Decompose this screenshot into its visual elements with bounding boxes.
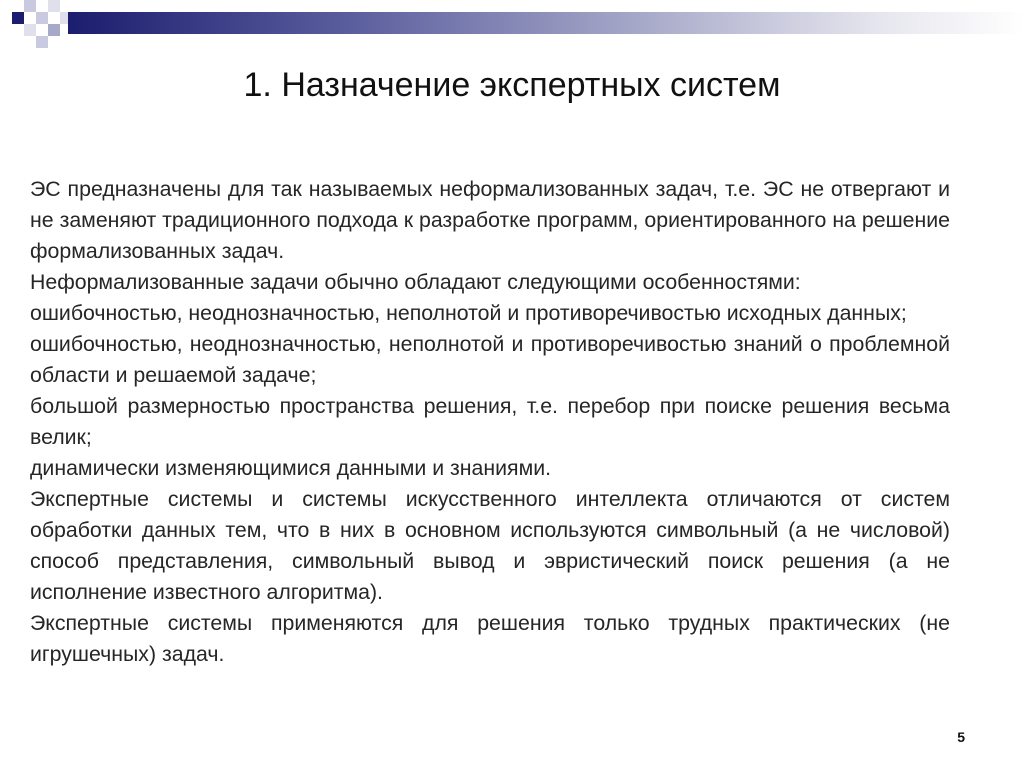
corner-square-icon bbox=[48, 0, 60, 12]
corner-square-icon bbox=[60, 12, 68, 24]
body-paragraph: ошибочностью, неоднозначностью, неполнотой и противоречивостью знаний о проблемной области и решаемой задаче; bbox=[30, 332, 950, 387]
slide-body bbox=[30, 174, 950, 670]
corner-square-icon bbox=[36, 36, 48, 48]
body-paragraph: Экспертные системы и системы искусственного интеллекта отличаются от систем обработки данных тем, что в них в основном используются символьный (а не числовой) способ представления, символьный вывод и эвристический поиск решения (а не исполнение известного алгоритма). bbox=[30, 487, 950, 604]
corner-square-icon bbox=[36, 12, 48, 24]
body-paragraph: большой размерностью пространства решения, т.е. перебор при поиске решения весьма велик; bbox=[30, 394, 950, 449]
corner-square-icon bbox=[24, 24, 36, 36]
body-paragraph: ошибочностью, неоднозначностью, неполнотой и противоречивостью исходных данных; bbox=[30, 301, 907, 325]
corner-square-icon bbox=[12, 12, 24, 24]
slide-title: 1. Назначение экспертных систем bbox=[243, 66, 781, 104]
header-gradient-bar bbox=[68, 12, 1024, 34]
corner-square-icon bbox=[24, 0, 36, 12]
body-paragraph: ЭС предназначены для так называемых неформализованных задач, т.е. ЭС не отвергают и не заменяют традиционного подхода к разработке программ, ориентированного на решение формализованных задач. bbox=[30, 177, 950, 263]
body-paragraph: динамически изменяющимися данными и знаниями. bbox=[30, 456, 552, 480]
page-number: 5 bbox=[957, 729, 965, 745]
body-paragraph: Неформализованные задачи обычно обладают следующими особенностями: bbox=[30, 270, 801, 294]
body-paragraph: Экспертные системы применяются для решения только трудных практических (не игрушечных) задач. bbox=[30, 611, 950, 666]
corner-square-icon bbox=[48, 24, 60, 36]
